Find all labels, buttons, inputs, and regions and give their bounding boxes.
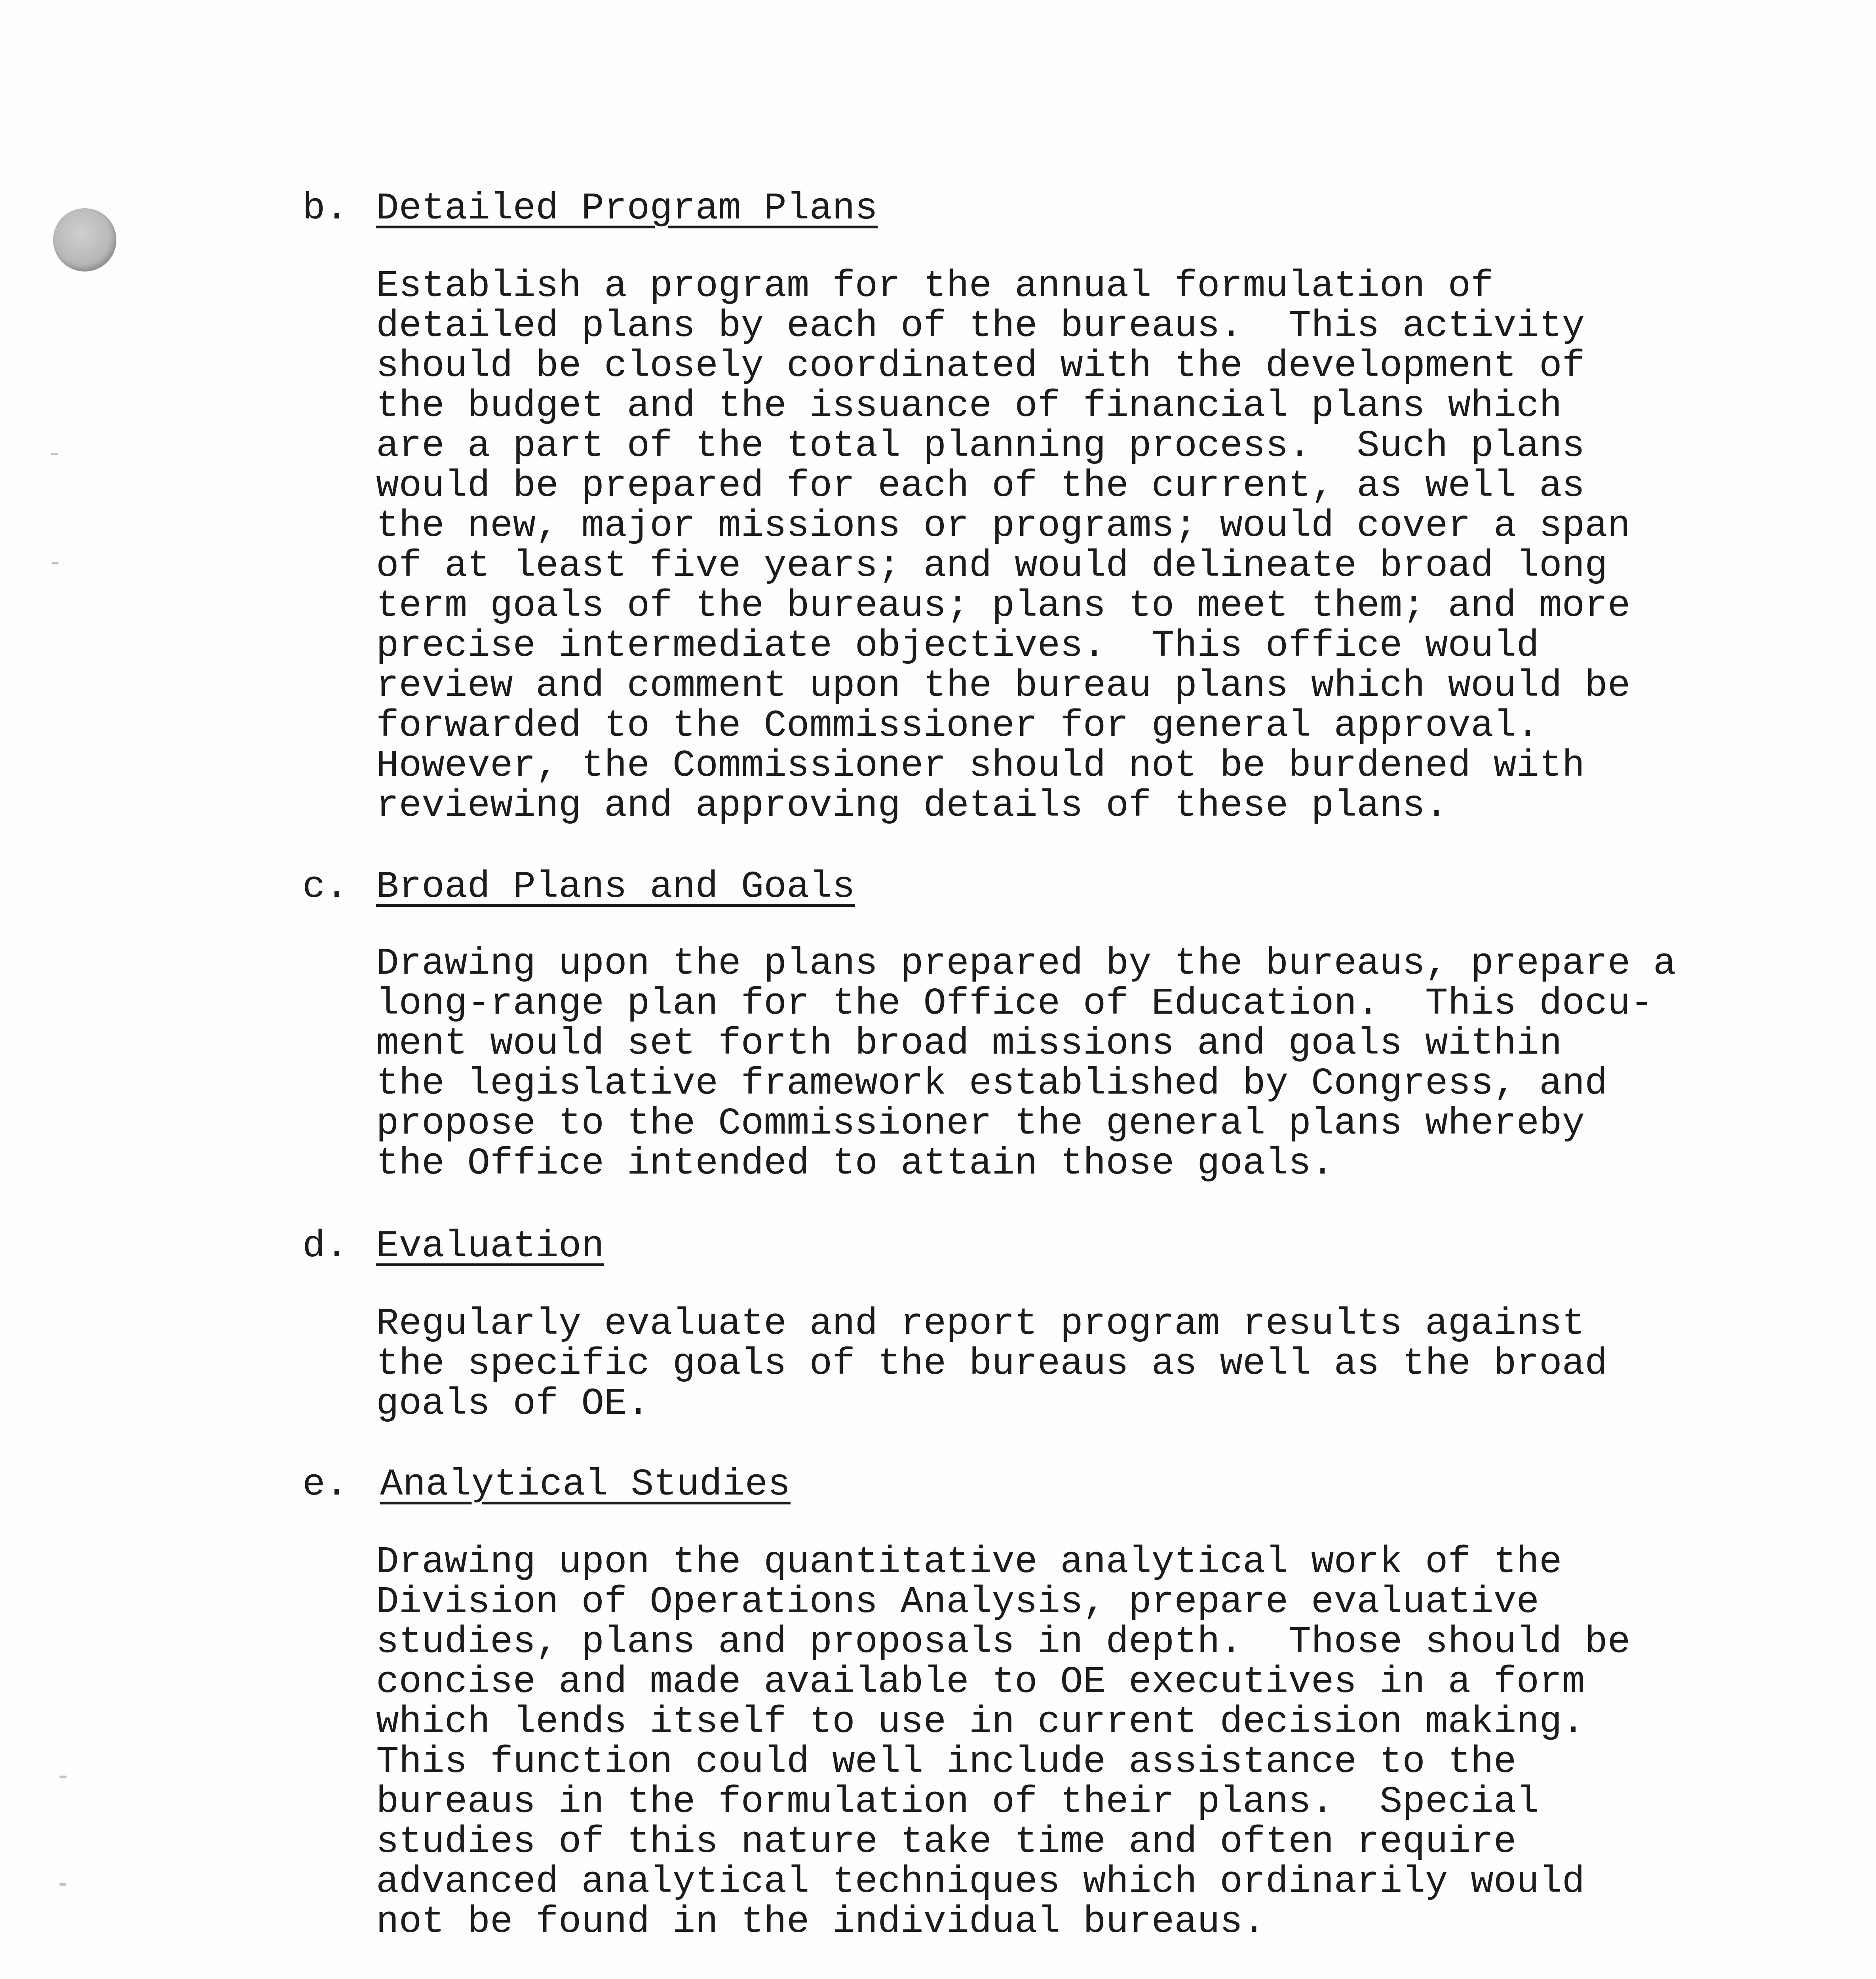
section-c-paragraph xyxy=(376,944,1676,1183)
text-line: Drawing upon the quantitative analytical work of the xyxy=(376,1540,1562,1584)
text-line: of at least five years; and would delineate broad long xyxy=(376,544,1608,587)
text-line: However, the Commissioner should not be burdened with xyxy=(376,744,1585,787)
text-line: precise intermediate objectives. This office would xyxy=(376,624,1540,667)
paper-speck xyxy=(51,562,59,564)
text-line: reviewing and approving details of these plans. xyxy=(376,784,1448,827)
section-e-title: Analytical Studies xyxy=(380,1463,791,1506)
text-line: the Office intended to attain those goals. xyxy=(376,1142,1334,1185)
punch-hole-top xyxy=(53,208,116,272)
text-line: should be closely coordinated with the development of xyxy=(376,344,1585,387)
text-line: forwarded to the Commissioner for general approval. xyxy=(376,704,1540,747)
text-line: This function could well include assistance to the xyxy=(376,1740,1517,1783)
text-line: goals of OE. xyxy=(376,1382,650,1425)
text-line: Establish a program for the annual formulation of xyxy=(376,264,1494,308)
text-line: which lends itself to use in current decision making. xyxy=(376,1700,1585,1743)
text-line: studies, plans and proposals in depth. Those should be xyxy=(376,1620,1631,1664)
section-c-marker: c. xyxy=(302,865,348,908)
text-line: the budget and the issuance of financial plans which xyxy=(376,384,1562,427)
section-d-marker: d. xyxy=(302,1225,348,1268)
section-b-marker: b. xyxy=(302,187,348,230)
paper-speck xyxy=(51,453,58,455)
section-b-title: Detailed Program Plans xyxy=(376,187,878,230)
text-line: are a part of the total planning process. Such plans xyxy=(376,424,1585,467)
text-line: the specific goals of the bureaus as well as the broad xyxy=(376,1342,1608,1385)
text-line: Division of Operations Analysis, prepare evaluative xyxy=(376,1580,1540,1624)
text-line: long-range plan for the Office of Education. This docu- xyxy=(376,982,1654,1025)
text-line: concise and made available to OE executives in a form xyxy=(376,1660,1585,1704)
section-d-title: Evaluation xyxy=(376,1225,604,1268)
text-line: propose to the Commissioner the general plans whereby xyxy=(376,1102,1585,1145)
text-line: term goals of the bureaus; plans to meet them; and more xyxy=(376,584,1631,627)
section-e-paragraph xyxy=(376,1542,1631,1942)
text-line: Drawing upon the plans prepared by the bureaus, prepare a xyxy=(376,942,1676,985)
section-e-marker: e. xyxy=(302,1463,348,1506)
section-d-paragraph xyxy=(376,1304,1608,1424)
text-line: would be prepared for each of the current, as well as xyxy=(376,464,1585,507)
text-line: detailed plans by each of the bureaus. This activity xyxy=(376,304,1585,348)
paper-speck xyxy=(59,1776,67,1778)
paper-speck xyxy=(59,1883,67,1886)
text-line: not be found in the individual bureaus. xyxy=(376,1900,1266,1943)
text-line: Regularly evaluate and report program results against xyxy=(376,1302,1585,1345)
text-line: ment would set forth broad missions and goals within xyxy=(376,1022,1562,1065)
section-c-title: Broad Plans and Goals xyxy=(376,865,855,908)
text-line: review and comment upon the bureau plans which would be xyxy=(376,664,1631,707)
section-b-paragraph xyxy=(376,266,1631,826)
text-line: advanced analytical techniques which ordinarily would xyxy=(376,1860,1585,1903)
text-line: the new, major missions or programs; would cover a span xyxy=(376,504,1631,547)
text-line: the legislative framework established by Congress, and xyxy=(376,1062,1608,1105)
text-line: bureaus in the formulation of their plans. Special xyxy=(376,1780,1540,1823)
text-line: studies of this nature take time and often require xyxy=(376,1820,1517,1863)
